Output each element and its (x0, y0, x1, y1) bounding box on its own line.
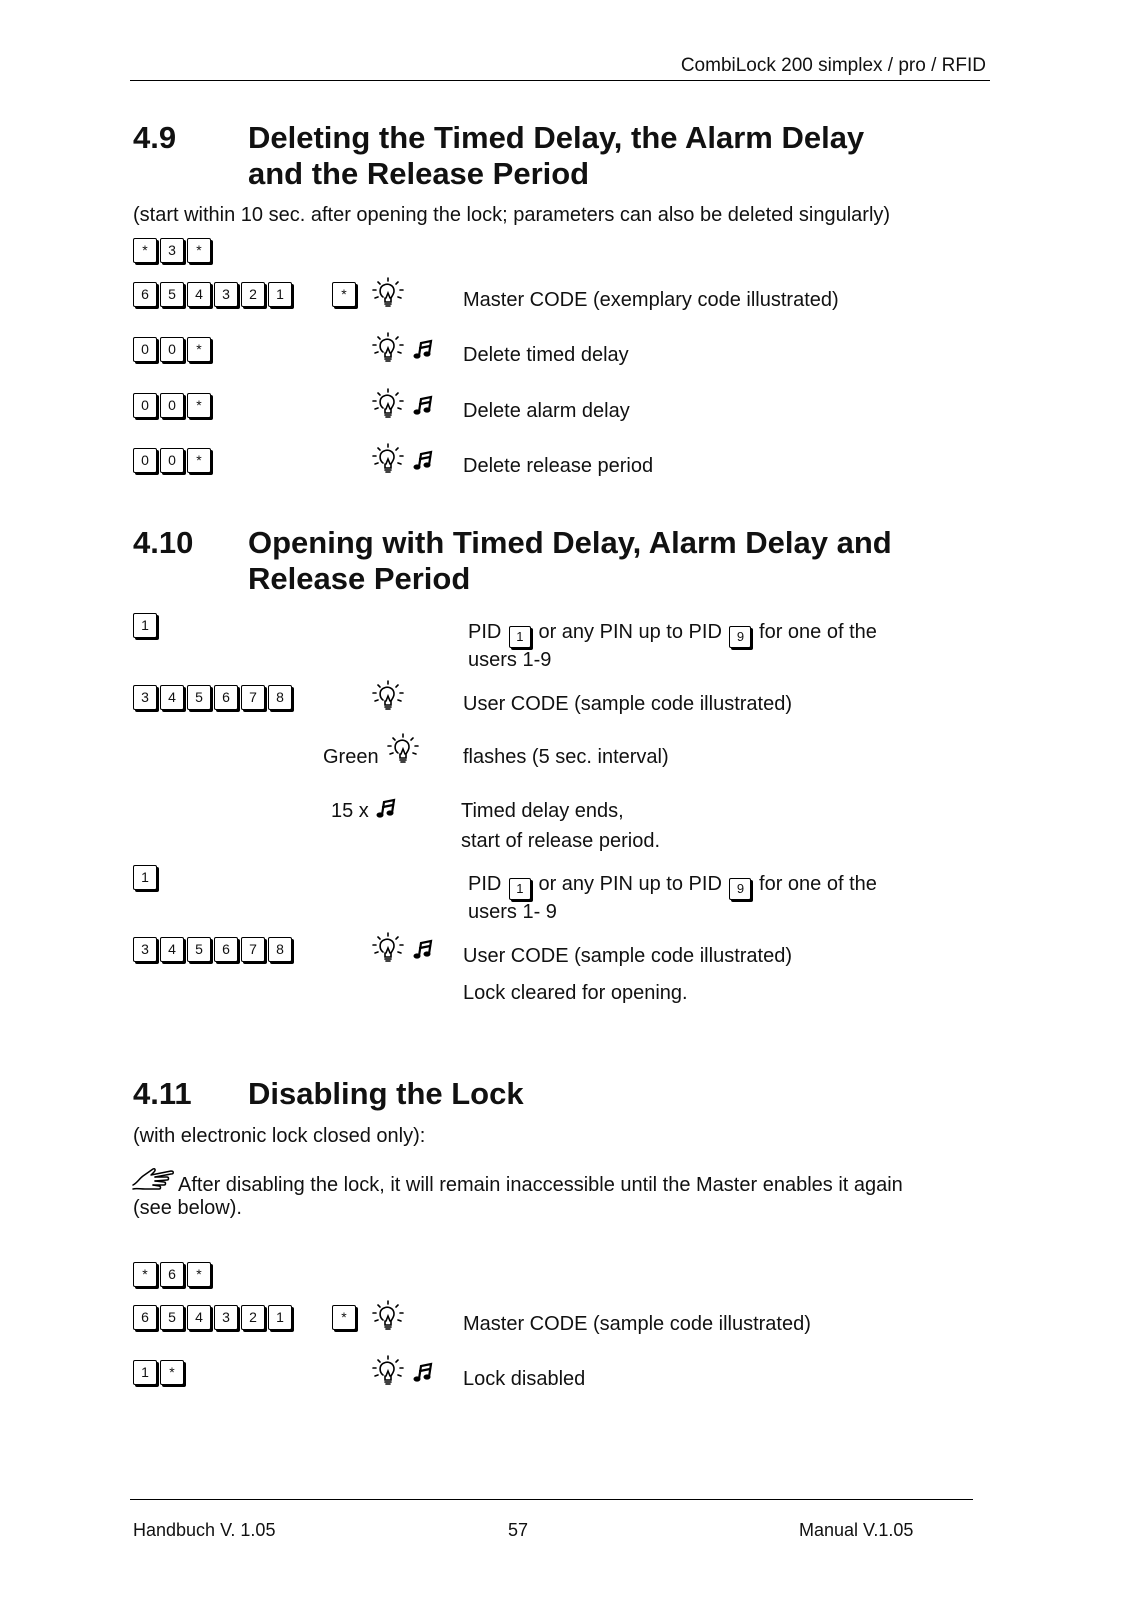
key: 4 (187, 1305, 211, 1330)
section-title-line2: and the Release Period (248, 156, 590, 191)
pid-text: or any PIN up to PID (538, 621, 722, 643)
light-bulb-and-beep-icons (370, 1355, 434, 1391)
beep-note-icon (412, 1362, 434, 1384)
key: 1 (268, 1305, 292, 1330)
beep-note-icon (412, 339, 434, 361)
pid-description (468, 620, 928, 672)
step-description: start of release period. (461, 830, 660, 852)
key: 3 (133, 937, 157, 962)
step-description: Lock cleared for opening. (463, 982, 688, 1004)
light-bulb-icon (385, 733, 421, 769)
key-sequence (133, 937, 292, 962)
light-bulb-icon (385, 733, 421, 769)
step-description: Master CODE (exemplary code illustrated) (463, 289, 839, 311)
key-sequence (133, 1262, 211, 1287)
section-title-line1: Deleting the Timed Delay, the Alarm Delay (248, 120, 865, 155)
light-bulb-icon (370, 680, 406, 716)
key: 0 (133, 393, 157, 418)
key: 0 (133, 448, 157, 473)
light-bulb-icon (370, 388, 406, 424)
key: * (332, 282, 356, 307)
light-bulb-icon (370, 277, 406, 313)
key: 6 (214, 685, 238, 710)
key: 6 (133, 282, 157, 307)
section-title: Disabling the Lock (248, 1076, 524, 1111)
key: 1 (133, 1360, 157, 1385)
key: * (187, 448, 211, 473)
step-description: flashes (5 sec. interval) (463, 746, 669, 768)
light-bulb-icon (370, 332, 406, 368)
section-intro: (with electronic lock closed only): (133, 1125, 426, 1147)
section-intro: (start within 10 sec. after opening the lock; parameters can also be deleted singularly) (133, 204, 891, 226)
note-text-line1: After disabling the lock, it will remain inaccessible until the Master enables it again (178, 1174, 903, 1196)
key: 1 (509, 878, 531, 900)
key: 5 (160, 1305, 184, 1330)
light-bulb-icon (370, 1300, 406, 1336)
beep-note-icon (412, 450, 434, 472)
key-sequence (332, 1305, 356, 1330)
key: 3 (160, 238, 184, 263)
key: 6 (160, 1262, 184, 1287)
section-title-line1: Opening with Timed Delay, Alarm Delay and (248, 525, 892, 560)
pointing-hand-icon (131, 1163, 175, 1193)
step-description: Delete release period (463, 455, 654, 477)
key: 8 (268, 937, 292, 962)
key: 3 (133, 685, 157, 710)
users-range: users 1-9 (468, 649, 552, 671)
pid-text: or any PIN up to PID (538, 873, 722, 895)
light-bulb-icon (370, 932, 406, 968)
key-sequence (133, 1305, 292, 1330)
key: 0 (160, 393, 184, 418)
key: * (133, 238, 157, 263)
light-bulb-icon (370, 680, 406, 716)
footer-rule (130, 1499, 973, 1500)
key: 9 (729, 878, 751, 900)
step-description: Timed delay ends, (461, 800, 624, 822)
pid-label: PID (468, 873, 502, 895)
key: 3 (214, 282, 238, 307)
section-number: 4.10 (133, 525, 194, 560)
key-sequence (133, 393, 211, 418)
section-number: 4.9 (133, 120, 177, 155)
pid-label: PID (468, 621, 502, 643)
pid-text-end: for one of the (759, 621, 877, 643)
beep-note-icon (412, 395, 434, 417)
light-bulb-icon (370, 443, 406, 479)
light-bulb-icon (370, 277, 406, 313)
key: 0 (133, 337, 157, 362)
section-number: 4.11 (133, 1076, 192, 1111)
key: 5 (187, 685, 211, 710)
key: 4 (187, 282, 211, 307)
step-description: Delete timed delay (463, 344, 629, 366)
key-sequence (133, 685, 292, 710)
key-sequence (133, 337, 211, 362)
header-rule (130, 80, 990, 81)
footer-right: Manual V.1.05 (799, 1520, 914, 1540)
light-bulb-and-beep-icons (370, 388, 434, 424)
step-description: Master CODE (sample code illustrated) (463, 1313, 811, 1335)
page-number: 57 (508, 1520, 529, 1540)
key: 3 (214, 1305, 238, 1330)
beep-note-icon (375, 798, 397, 820)
step-description: Delete alarm delay (463, 400, 630, 422)
key: * (187, 337, 211, 362)
users-range: users 1- 9 (468, 901, 557, 923)
key: * (160, 1360, 184, 1385)
key: 0 (160, 337, 184, 362)
key: 1 (133, 865, 157, 890)
key: 0 (160, 448, 184, 473)
light-bulb-and-beep-icons (370, 332, 434, 368)
key: 9 (729, 626, 751, 648)
key: 7 (241, 937, 265, 962)
footer-left: Handbuch V. 1.05 (133, 1520, 276, 1540)
key: * (133, 1262, 157, 1287)
key: 4 (160, 685, 184, 710)
key: 1 (133, 613, 157, 638)
step-description: User CODE (sample code illustrated) (463, 693, 792, 715)
key: 6 (133, 1305, 157, 1330)
key: 6 (214, 937, 238, 962)
pid-text-end: for one of the (759, 873, 877, 895)
key-sequence (133, 865, 157, 890)
key: * (187, 1262, 211, 1287)
key: 2 (241, 1305, 265, 1330)
key-sequence (332, 282, 356, 307)
key-sequence (133, 613, 157, 638)
key: 5 (160, 282, 184, 307)
beep-note-icon (412, 939, 434, 961)
section-title-line2: Release Period (248, 561, 471, 596)
note-text-line2: (see below). (133, 1197, 242, 1219)
beep-count-label: 15 x (331, 800, 369, 822)
green-label: Green (323, 746, 379, 768)
pid-description (468, 872, 928, 924)
key: 8 (268, 685, 292, 710)
key: 1 (268, 282, 292, 307)
light-bulb-and-beep-icons (370, 443, 434, 479)
key: 5 (187, 937, 211, 962)
beep-note-icon (375, 798, 397, 820)
key: 7 (241, 685, 265, 710)
pointing-hand-icon (131, 1163, 175, 1193)
key: 1 (509, 626, 531, 648)
key: * (187, 393, 211, 418)
key-sequence (133, 282, 292, 307)
key: * (187, 238, 211, 263)
key: 4 (160, 937, 184, 962)
step-description: User CODE (sample code illustrated) (463, 945, 792, 967)
key: 2 (241, 282, 265, 307)
light-bulb-icon (370, 1355, 406, 1391)
key: * (332, 1305, 356, 1330)
key-sequence (133, 1360, 184, 1385)
light-bulb-icon (370, 1300, 406, 1336)
running-header: CombiLock 200 simplex / pro / RFID (680, 55, 986, 76)
key-sequence (133, 238, 211, 263)
step-description: Lock disabled (463, 1368, 586, 1390)
light-bulb-and-beep-icons (370, 932, 434, 968)
key-sequence (133, 448, 211, 473)
